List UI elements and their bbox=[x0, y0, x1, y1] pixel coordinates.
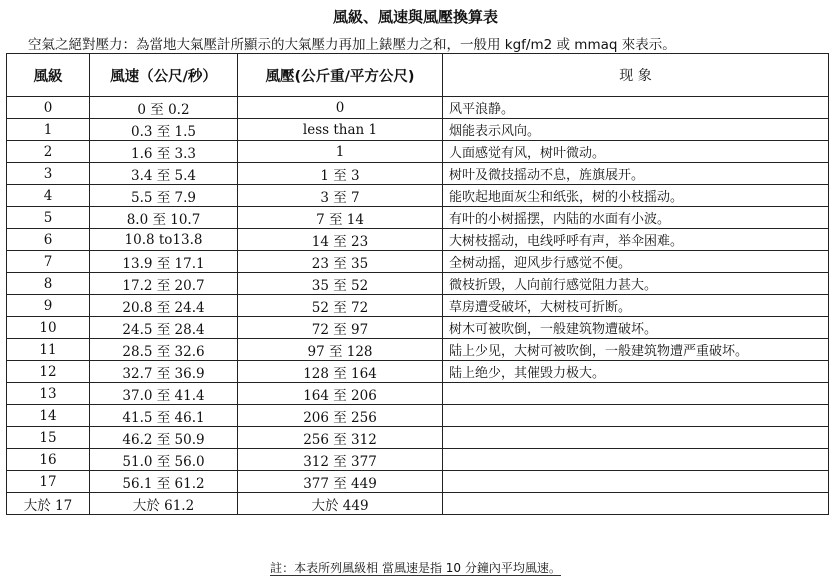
table-row bbox=[7, 427, 829, 449]
wind-pressure-cell: 3 至 7 bbox=[238, 185, 443, 207]
wind-level-cell: 11 bbox=[7, 339, 90, 361]
table-row bbox=[7, 163, 829, 185]
table-header-row bbox=[7, 54, 829, 97]
table-row bbox=[7, 273, 829, 295]
table-row bbox=[7, 251, 829, 273]
wind-pressure-cell: 72 至 97 bbox=[238, 317, 443, 339]
phenomenon-cell: 有叶的小树摇摆，内陆的水面有小波。 bbox=[443, 207, 829, 229]
wind-level-cell: 1 bbox=[7, 119, 90, 141]
header-phenomenon: 现 象 bbox=[443, 54, 829, 97]
phenomenon-cell: 人面感觉有风，树叶微动。 bbox=[443, 141, 829, 163]
table-body bbox=[7, 97, 829, 515]
wind-level-cell: 3 bbox=[7, 163, 90, 185]
wind-pressure-cell: 128 至 164 bbox=[238, 361, 443, 383]
table-row bbox=[7, 141, 829, 163]
wind-pressure-cell: 7 至 14 bbox=[238, 207, 443, 229]
wind-speed-cell: 24.5 至 28.4 bbox=[90, 317, 238, 339]
wind-level-cell: 16 bbox=[7, 449, 90, 471]
wind-pressure-cell: 35 至 52 bbox=[238, 273, 443, 295]
header-wind-level: 風級 bbox=[7, 54, 90, 97]
table-row bbox=[7, 493, 829, 515]
wind-level-cell: 5 bbox=[7, 207, 90, 229]
footnote-text: 註：本表所列風級相 當風速是指 10 分鐘內平均風速。 bbox=[270, 561, 561, 575]
wind-level-cell: 10 bbox=[7, 317, 90, 339]
table-row bbox=[7, 317, 829, 339]
wind-level-cell: 7 bbox=[7, 251, 90, 273]
table-row bbox=[7, 449, 829, 471]
wind-pressure-cell: 312 至 377 bbox=[238, 449, 443, 471]
phenomenon-cell bbox=[443, 383, 829, 405]
wind-speed-cell: 10.8 to13.8 bbox=[90, 229, 238, 251]
table-row bbox=[7, 295, 829, 317]
wind-pressure-cell: 1 bbox=[238, 141, 443, 163]
phenomenon-cell bbox=[443, 405, 829, 427]
phenomenon-cell: 大树枝摇动，电线呼呼有声，举伞困难。 bbox=[443, 229, 829, 251]
wind-speed-cell: 46.2 至 50.9 bbox=[90, 427, 238, 449]
wind-level-cell: 2 bbox=[7, 141, 90, 163]
wind-scale-table bbox=[6, 53, 829, 515]
phenomenon-cell: 树木可被吹倒，一般建筑物遭破坏。 bbox=[443, 317, 829, 339]
table-row bbox=[7, 471, 829, 493]
phenomenon-cell: 树叶及微技摇动不息，旌旗展开。 bbox=[443, 163, 829, 185]
phenomenon-cell: 风平浪静。 bbox=[443, 97, 829, 119]
wind-speed-cell: 17.2 至 20.7 bbox=[90, 273, 238, 295]
wind-speed-cell: 51.0 至 56.0 bbox=[90, 449, 238, 471]
wind-level-cell: 4 bbox=[7, 185, 90, 207]
wind-level-cell: 17 bbox=[7, 471, 90, 493]
phenomenon-cell: 微枝折毁，人向前行感觉阻力甚大。 bbox=[443, 273, 829, 295]
wind-pressure-cell: 14 至 23 bbox=[238, 229, 443, 251]
wind-speed-cell: 28.5 至 32.6 bbox=[90, 339, 238, 361]
table-row bbox=[7, 185, 829, 207]
wind-speed-cell: 3.4 至 5.4 bbox=[90, 163, 238, 185]
wind-speed-cell: 0 至 0.2 bbox=[90, 97, 238, 119]
wind-pressure-cell: 大於 449 bbox=[238, 493, 443, 515]
phenomenon-cell: 草房遭受破坏，大树枝可折断。 bbox=[443, 295, 829, 317]
wind-level-cell: 12 bbox=[7, 361, 90, 383]
wind-speed-cell: 8.0 至 10.7 bbox=[90, 207, 238, 229]
wind-pressure-cell: 164 至 206 bbox=[238, 383, 443, 405]
wind-pressure-cell: 0 bbox=[238, 97, 443, 119]
wind-speed-cell: 37.0 至 41.4 bbox=[90, 383, 238, 405]
wind-pressure-cell: 1 至 3 bbox=[238, 163, 443, 185]
table-row bbox=[7, 97, 829, 119]
phenomenon-cell: 全树动摇，迎风步行感觉不便。 bbox=[443, 251, 829, 273]
wind-pressure-cell: 206 至 256 bbox=[238, 405, 443, 427]
table-row bbox=[7, 119, 829, 141]
wind-level-cell: 14 bbox=[7, 405, 90, 427]
table-row bbox=[7, 229, 829, 251]
wind-pressure-cell: 377 至 449 bbox=[238, 471, 443, 493]
wind-speed-cell: 5.5 至 7.9 bbox=[90, 185, 238, 207]
wind-pressure-cell: 97 至 128 bbox=[238, 339, 443, 361]
wind-pressure-cell: 23 至 35 bbox=[238, 251, 443, 273]
wind-speed-cell: 41.5 至 46.1 bbox=[90, 405, 238, 427]
phenomenon-cell: 烟能表示风向。 bbox=[443, 119, 829, 141]
header-wind-speed: 風速（公尺/秒） bbox=[90, 54, 238, 97]
wind-speed-cell: 1.6 至 3.3 bbox=[90, 141, 238, 163]
table-row bbox=[7, 361, 829, 383]
wind-speed-cell: 20.8 至 24.4 bbox=[90, 295, 238, 317]
wind-pressure-cell: 256 至 312 bbox=[238, 427, 443, 449]
wind-speed-cell: 13.9 至 17.1 bbox=[90, 251, 238, 273]
phenomenon-cell: 陆上绝少，其催毁力极大。 bbox=[443, 361, 829, 383]
table-row bbox=[7, 383, 829, 405]
table-row bbox=[7, 339, 829, 361]
wind-level-cell: 8 bbox=[7, 273, 90, 295]
table-row bbox=[7, 207, 829, 229]
page-title: 風級、風速與風壓換算表 bbox=[332, 8, 498, 26]
wind-level-cell: 6 bbox=[7, 229, 90, 251]
wind-level-cell: 9 bbox=[7, 295, 90, 317]
wind-speed-cell: 32.7 至 36.9 bbox=[90, 361, 238, 383]
phenomenon-cell bbox=[443, 493, 829, 515]
wind-level-cell: 0 bbox=[7, 97, 90, 119]
wind-level-cell: 大於 17 bbox=[7, 493, 90, 515]
wind-pressure-cell: less than 1 bbox=[238, 119, 443, 141]
wind-speed-cell: 56.1 至 61.2 bbox=[90, 471, 238, 493]
phenomenon-cell: 能吹起地面灰尘和纸张，树的小枝摇动。 bbox=[443, 185, 829, 207]
header-wind-pressure: 風壓(公斤重/平方公尺) bbox=[238, 54, 443, 97]
wind-level-cell: 13 bbox=[7, 383, 90, 405]
wind-pressure-cell: 52 至 72 bbox=[238, 295, 443, 317]
wind-speed-cell: 大於 61.2 bbox=[90, 493, 238, 515]
phenomenon-cell bbox=[443, 427, 829, 449]
table-row bbox=[7, 405, 829, 427]
subtitle-text: 空氣之絕對壓力：為當地大氣壓計所顯示的大氣壓力再加上錶壓力之和，一般用 kgf/m2 或 mmaq 來表示。 bbox=[28, 37, 676, 53]
wind-level-cell: 15 bbox=[7, 427, 90, 449]
footnote bbox=[0, 559, 831, 576]
phenomenon-cell bbox=[443, 471, 829, 493]
phenomenon-cell: 陆上少见，大树可被吹倒，一般建筑物遭严重破坏。 bbox=[443, 339, 829, 361]
phenomenon-cell bbox=[443, 449, 829, 471]
wind-speed-cell: 0.3 至 1.5 bbox=[90, 119, 238, 141]
